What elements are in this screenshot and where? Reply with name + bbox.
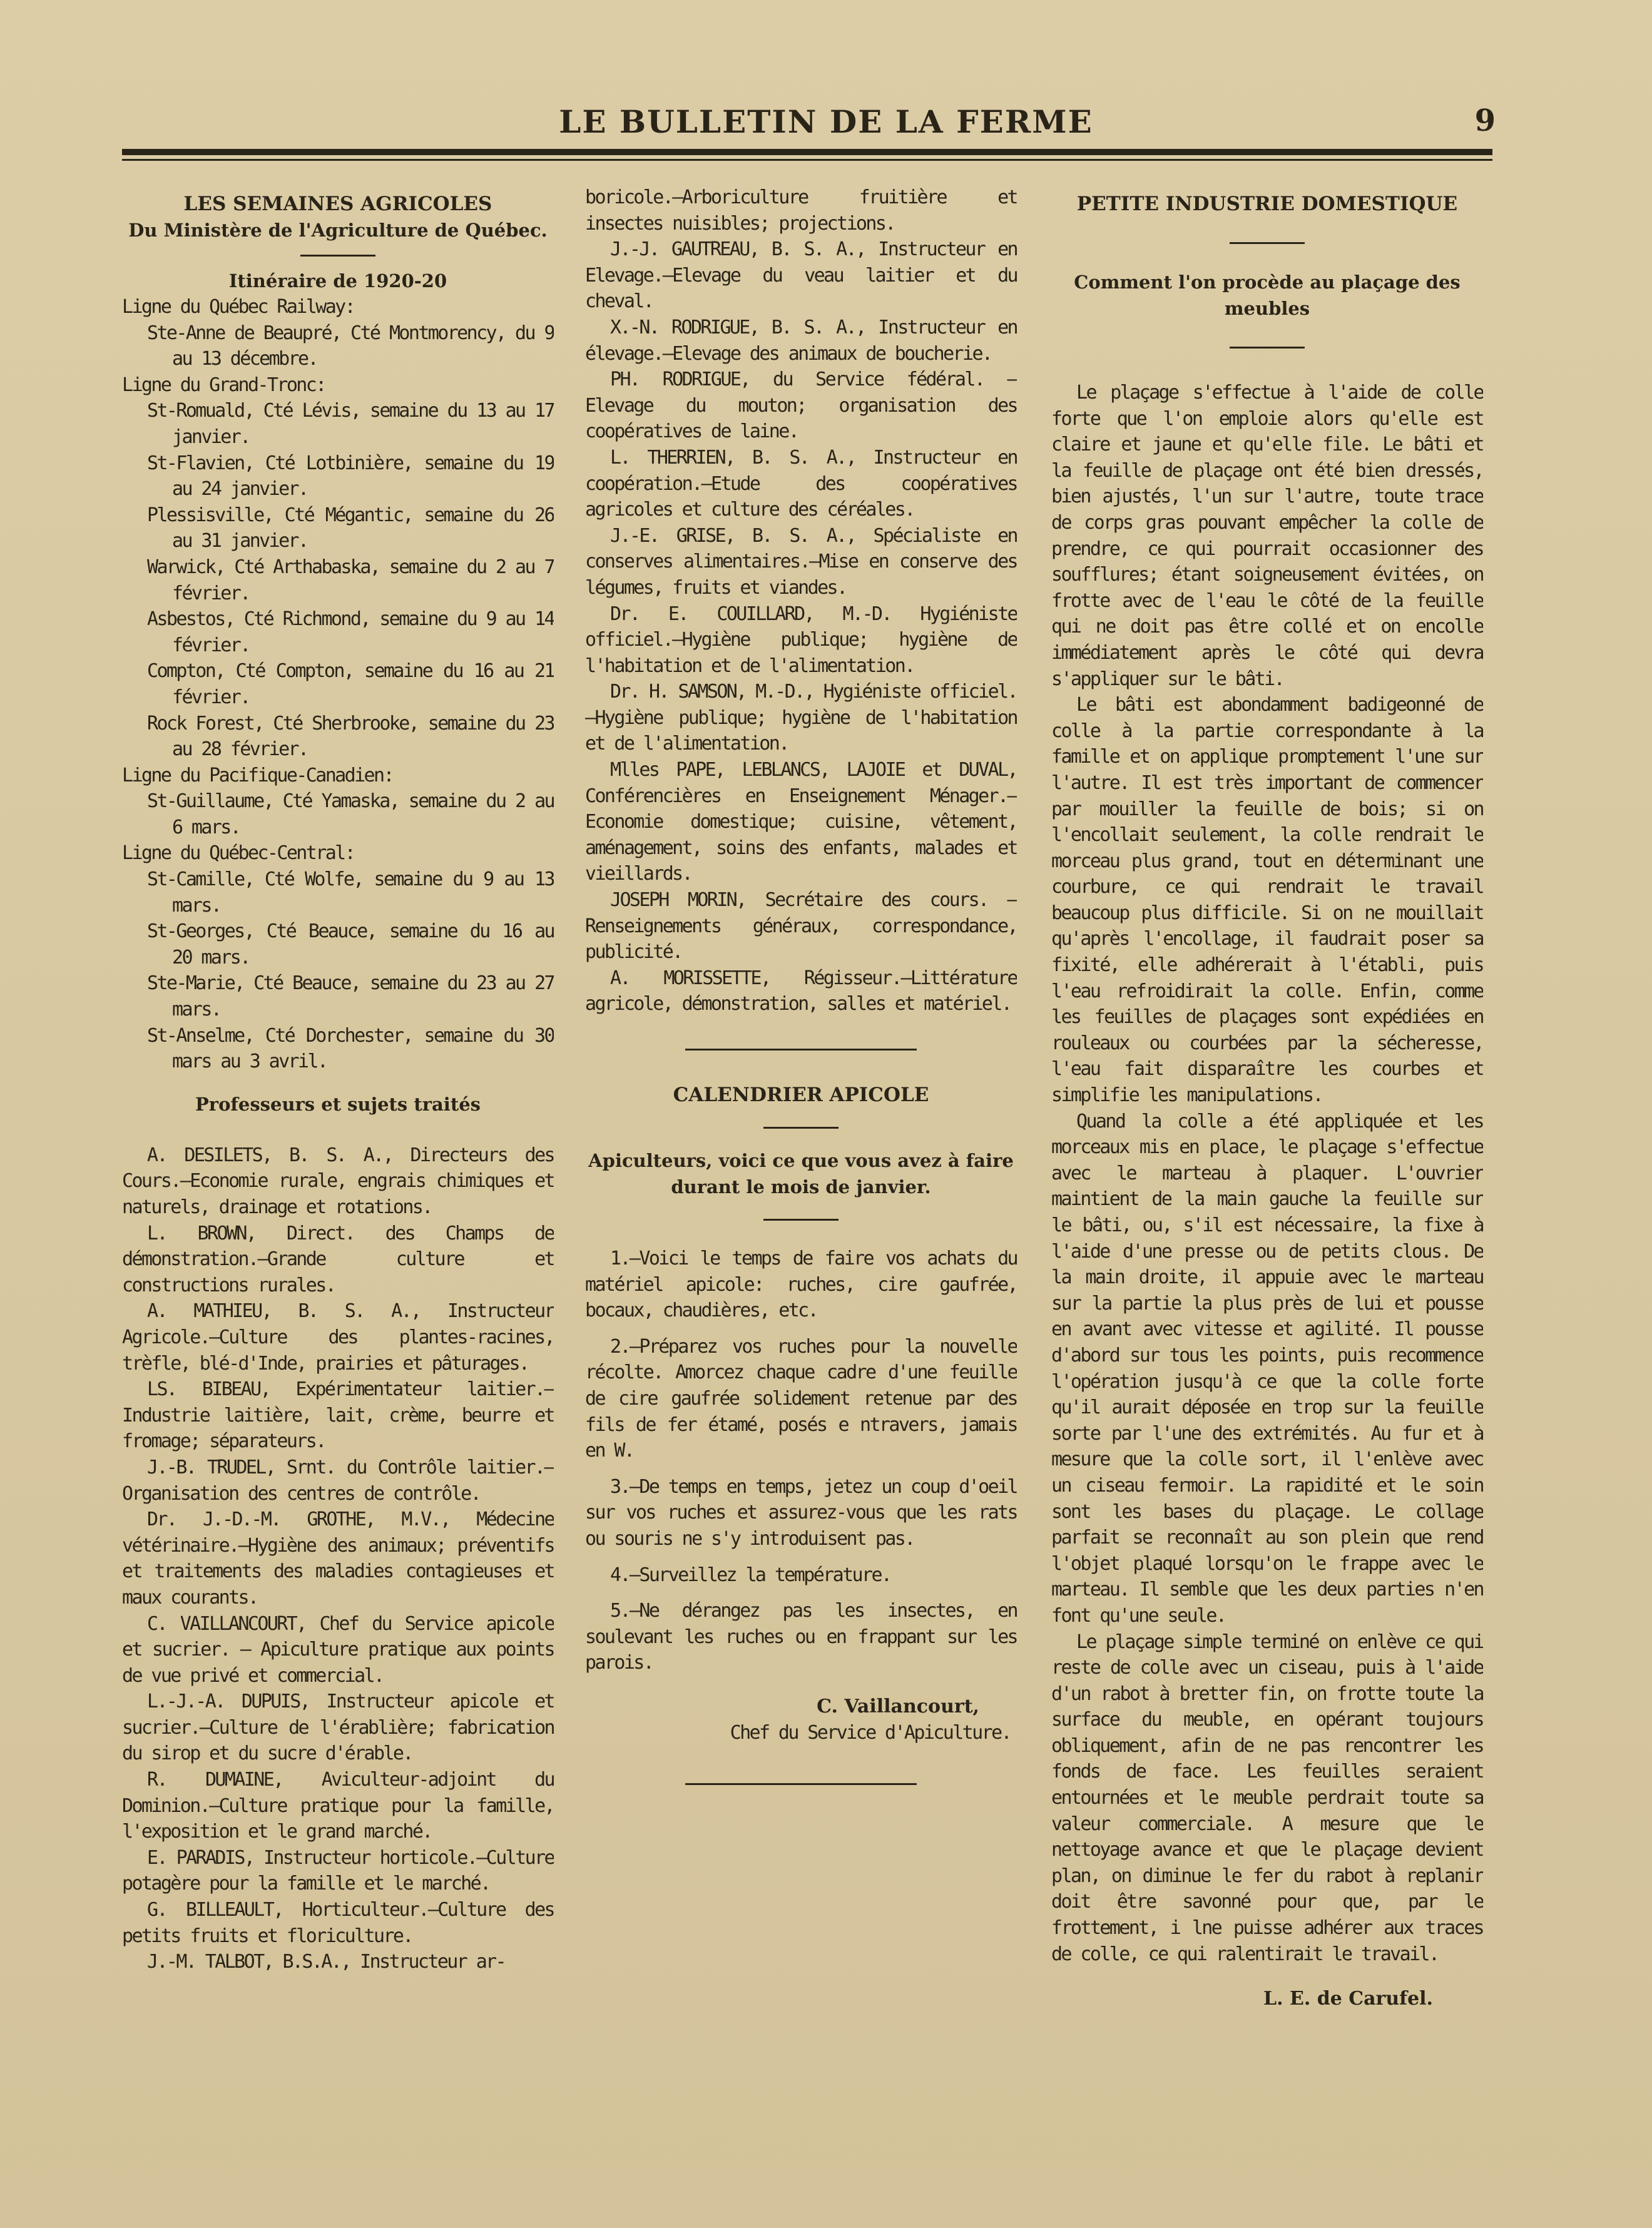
- column-left: [122, 185, 554, 2168]
- apicole-signature-name: C. Vaillancourt,: [817, 1695, 979, 1717]
- professor-entry: A. MORISSETTE, Régisseur.—Littérature agricole, démonstration, salles et matériel.: [585, 967, 1017, 1015]
- apicole-item: 1.—Voici le temps de faire vos achats du matériel apicole: ruches, cire gaufrée, bocaux, chaudières, etc.: [585, 1248, 1017, 1322]
- article-title-semaines: LES SEMAINES AGRICOLES: [183, 193, 492, 215]
- page-number: 9: [1474, 103, 1496, 138]
- railway-line: Ligne du Pacifique-Canadien:: [122, 764, 393, 786]
- schedule-entry: Ste-Anne de Beaupré, Cté Montmorency, du 9 au 13 décembre.: [147, 322, 554, 370]
- professor-entry: Dr. E. COUILLARD, M.-D. Hygiéniste officiel.—Hygiène publique; hygiène de l'habitation et de l'alimentation.: [585, 603, 1017, 677]
- professor-entry: L. THERRIEN, B. S. A., Instructeur en coopération.—Etude des coopératives agricoles et culture des céréales.: [585, 446, 1017, 521]
- professor-entry: X.-N. RODRIGUE, B. S. A., Instructeur en élevage.—Elevage des animaux de boucherie.: [585, 316, 1017, 365]
- divider: [763, 1127, 839, 1129]
- professor-entry: L.-J.-A. DUPUIS, Instructeur apicole et sucrier.—Culture de l'érablière; fabrication du sirop et du sucre d'érable.: [122, 1691, 554, 1765]
- placage-signature: L. E. de Carufel.: [1263, 1988, 1433, 2010]
- professor-entry: boricole.—Arboriculture fruitière et insectes nuisibles; projections.: [585, 186, 1017, 235]
- apicole-items: [585, 1246, 1017, 1676]
- divider: [300, 255, 375, 257]
- professor-entry: R. DUMAINE, Aviculteur-adjoint du Dominion.—Culture pratique pour la famille, l'exposition et le grand marché.: [122, 1769, 554, 1843]
- professor-entry: L. BROWN, Direct. des Champs de démonstration.—Grande culture et constructions rurales.: [122, 1222, 554, 1296]
- divider: [763, 1219, 839, 1221]
- professor-entry: Dr. J.-D.-M. GROTHE, M.V., Médecine vétérinaire.—Hygiène des animaux; préventifs et traitements des maladies contagieuses et maux courants.: [122, 1508, 554, 1609]
- schedule-entry: St-Anselme, Cté Dorchester, semaine du 30 mars au 3 avril.: [147, 1024, 554, 1073]
- professor-entry: J.-J. GAUTREAU, B. S. A., Instructeur en Elevage.—Elevage du veau laitier et du cheval.: [585, 238, 1017, 313]
- professor-entry: PH. RODRIGUE, du Service fédéral. — Elevage du mouton; organisation des coopératives de laine.: [585, 369, 1017, 443]
- professors-list-continued: [585, 185, 1017, 1017]
- professor-entry: E. PARADIS, Instructeur horticole.—Culture potagère pour la famille et le marché.: [122, 1846, 554, 1895]
- placage-article-body: [1051, 380, 1483, 1967]
- schedule-entry: St-Georges, Cté Beauce, semaine du 16 au 20 mars.: [147, 920, 554, 969]
- article-subtitle-placage: Comment l'on procède au plaçage des meubles: [1074, 272, 1461, 319]
- professor-entry: Mlles PAPE, LEBLANCS, LAJOIE et DUVAL, Conférencières en Enseignement Ménager.—Economie domestique; cuisine, vêtement, aménagement, soins des enfants, malades et vieillards.: [585, 759, 1017, 885]
- schedule-entry: St-Camille, Cté Wolfe, semaine du 9 au 13 mars.: [147, 868, 554, 917]
- schedule-entry: Warwick, Cté Arthabaska, semaine du 2 au 7 février.: [147, 556, 554, 604]
- itinerary-title: Itinéraire de 1920-20: [228, 270, 447, 292]
- schedule-entry: St-Flavien, Cté Lotbinière, semaine du 19 au 24 janvier.: [147, 452, 554, 501]
- masthead-title: LE BULLETIN DE LA FERME: [559, 103, 1093, 140]
- professor-entry: C. VAILLANCOURT, Chef du Service apicole et sucrier. — Apiculture pratique aux points de vue privé et commercial.: [122, 1612, 554, 1687]
- professor-entry: J.-B. TRUDEL, Srnt. du Contrôle laitier.—Organisation des centres de contrôle.: [122, 1456, 554, 1505]
- professor-entry: Dr. H. SAMSON, M.-D., Hygiéniste officiel.—Hygiène publique; hygiène de l'habitation et de l'alimentation.: [585, 681, 1017, 755]
- placage-paragraph: Quand la colle a été appliquée et les morceaux mis en place, le plaçage s'effectue avec le marteau à plaquer. L'ouvrier maintient de la main gauche la feuille sur le bâti, ou, s'il est nécessaire, la fixe à l'aide d'une presse ou de petits clous. De la main droite, il appuie avec le marteau sur la partie la plus près de lui et pousse en avant avec vitesse et agilité. Il pousse d'abord sur tous les points, puis recommence l'opération jusqu'à ce que la colle forte qu'il aurait déposée en trop sur la feuille sorte par l'une des extrémités. Au fur et à mesure que la colle sort, il l'enlève avec un ciseau fermoir. La rapidité et le soin sont les bases du plaçage. Le collage parfait se reconnaît au son plein que rend l'objet plaqué lorsqu'on le frappe avec le marteau. Il semble que les deux parties n'en font qu'une seule.: [1051, 1110, 1483, 1627]
- schedule-entry: Compton, Cté Compton, semaine du 16 au 21 février.: [147, 660, 554, 708]
- professors-title: Professeurs et sujets traités: [195, 1093, 481, 1115]
- divider: [1230, 347, 1305, 348]
- schedule-entry: Asbestos, Cté Richmond, semaine du 9 au 14 février.: [147, 608, 554, 656]
- apicole-item: 4.—Surveillez la température.: [610, 1564, 891, 1586]
- column-right: [1051, 185, 1483, 2168]
- professor-entry: A. MATHIEU, B. S. A., Instructeur Agricole.—Culture des plantes-racines, trèfle, blé-d'Inde, prairies et pâturages.: [122, 1300, 554, 1375]
- masthead-rule-thick: [122, 149, 1492, 155]
- apicole-signature-title: Chef du Service d'Apiculture.: [730, 1721, 1011, 1744]
- itinerary-schedule: [122, 294, 554, 1075]
- railway-line: Ligne du Québec Railway:: [122, 296, 355, 318]
- professor-entry: LS. BIBEAU, Expérimentateur laitier.—Industrie laitière, lait, crème, beurre et fromage; séparateurs.: [122, 1378, 554, 1453]
- divider: [685, 1049, 917, 1050]
- schedule-entry: St-Guillaume, Cté Yamaska, semaine du 2 au 6 mars.: [147, 790, 554, 838]
- professor-entry: G. BILLEAULT, Horticulteur.—Culture des petits fruits et floriculture.: [122, 1899, 554, 1947]
- professor-entry: J.-E. GRISE, B. S. A., Spécialiste en conserves alimentaires.—Mise en conserve des légumes, fruits et viandes.: [585, 524, 1017, 599]
- article-title-industrie: PETITE INDUSTRIE DOMESTIQUE: [1076, 193, 1458, 215]
- column-middle: [585, 185, 1017, 2168]
- apicole-item: 5.—Ne dérangez pas les insectes, en soulevant les ruches ou en frappant sur les parois.: [585, 1600, 1017, 1674]
- divider: [685, 1783, 917, 1785]
- professor-entry: A. DESILETS, B. S. A., Directeurs des Cours.—Economie rurale, engrais chimiques et naturels, drainage et rotations.: [122, 1144, 554, 1218]
- article-subtitle-ministere: Du Ministère de l'Agriculture de Québec.: [128, 220, 548, 241]
- placage-paragraph: Le plaçage simple terminé on enlève ce qui reste de colle avec un ciseau, puis à l'aide d'un rabot à bretter fin, on frotte toute la surface du meuble, en opérant toujours obliquement, afin de ne pas rencontrer les fonds de face. Les feuilles seraient entournées et le meuble perdrait toute sa valeur commerciale. A mesure que le nettoyage avance et que le plaçage devient plan, on diminue le fer du rabot à replanir doit être savonné pour que, par le frottement, i lne puisse adhérer aux traces de colle, ce qui ralentirait le travail.: [1051, 1630, 1483, 1965]
- apicole-item: 3.—De temps en temps, jetez un coup d'oeil sur vos ruches et assurez-vous que les rats ou souris ne s'y introduisent pas.: [585, 1475, 1017, 1550]
- railway-line: Ligne du Québec-Central:: [122, 842, 355, 865]
- professors-list: [122, 1142, 554, 1975]
- schedule-entry: Ste-Marie, Cté Beauce, semaine du 23 au 27 mars.: [147, 972, 554, 1021]
- placage-paragraph: Le bâti est abondamment badigeonné de colle à la partie correspondante à la famille et on applique promptement l'une sur l'autre. Il est très important de commencer par mouiller la feuille de bois; si on l'encollait seulement, la colle rendrait le morceau plus grand, tout en déterminant une courbure, ce qui rendrait le travail beaucoup plus difficile. Si on ne mouillait qu'après l'encollage, il faudrait poser sa fixité, elle adhérerait à l'établi, puis l'eau refroidirait la colle. Enfin, comme les feuilles de plaçages sont expédiées en rouleaux ou courbées par la sécheresse, l'eau fait disparaître les courbes et simplifie les manipulations.: [1051, 694, 1483, 1107]
- professor-entry: JOSEPH MORIN, Secrétaire des cours. —Renseignements généraux, correspondance, publicité.: [585, 889, 1017, 964]
- railway-line: Ligne du Grand-Tronc:: [122, 374, 325, 396]
- placage-paragraph: Le plaçage s'effectue à l'aide de colle forte que l'on emploie alors qu'elle est claire et jaune et qu'elle file. Le bâti et la feuille de plaçage ont été bien dressés, bien ajustés, l'un sur l'autre, toute trace de corps gras pouvant empêcher la colle de prendre, ce qui pourrait occasionner des soufflures; étant soigneusement évitées, on frotte avec de l'eau le côté de la feuille qui ne doit pas être collé et on encolle immédiatement après le côté qui devra s'appliquer sur le bâti.: [1051, 382, 1483, 690]
- schedule-entry: Plessisville, Cté Mégantic, semaine du 26 au 31 janvier.: [147, 504, 554, 552]
- schedule-entry: Rock Forest, Cté Sherbrooke, semaine du 23 au 28 février.: [147, 712, 554, 761]
- apicole-item: 2.—Préparez vos ruches pour la nouvelle récolte. Amorcez chaque cadre d'une feuille de cire gaufrée solidement retenue par des fils de fer étamé, posés e ntravers, jamais en W.: [585, 1335, 1017, 1462]
- article-title-apicole: CALENDRIER APICOLE: [673, 1084, 929, 1106]
- divider: [1230, 242, 1305, 244]
- masthead-rule-thin: [122, 159, 1492, 161]
- schedule-entry: St-Romuald, Cté Lévis, semaine du 13 au 17 janvier.: [147, 400, 554, 448]
- article-subtitle-apicole: Apiculteurs, voici ce que vous avez à faire durant le mois de janvier.: [588, 1150, 1014, 1198]
- professor-entry: J.-M. TALBOT, B.S.A., Instructeur ar-: [147, 1951, 506, 1973]
